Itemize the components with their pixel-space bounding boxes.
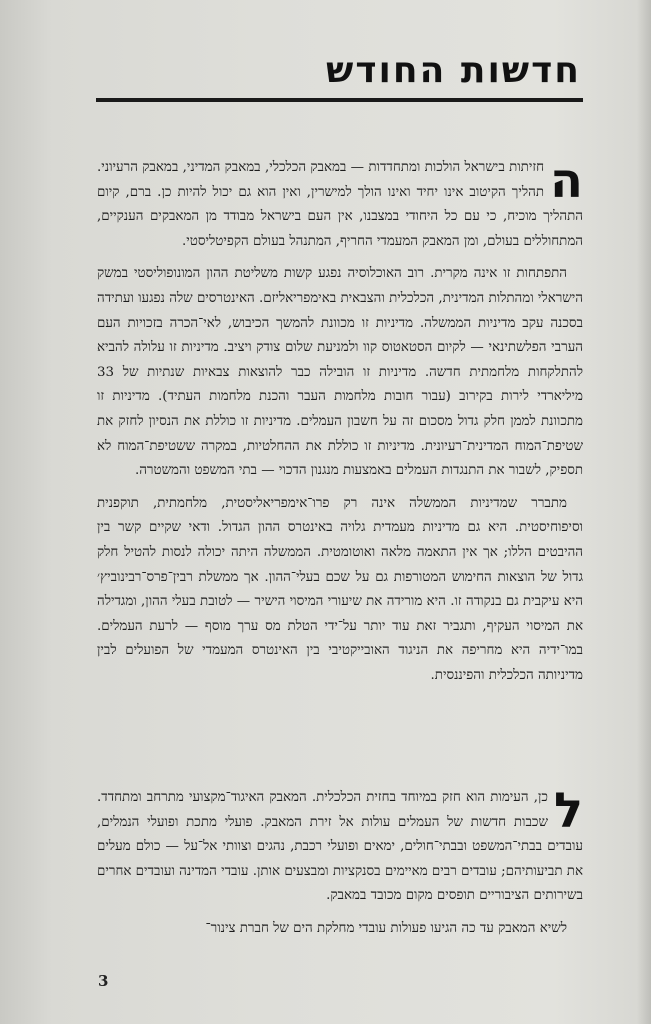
drop-cap-letter: ה: [550, 153, 583, 209]
article-section-2: [97, 783, 583, 950]
paragraph-3: מתברר שמדיניות הממשלה אינה רק פרו־אימפריאליסטית, מלחמתית, תוקפנית וסיפוחיסטית. היא גם מדיניות מעמדית גלויה באינטרס ההון הגדול. ודאי שקיים קשר בין ההיבטים הללו; אך אין התאמה מלאה ואוטומטית. הממשלה היתה יכולה לנסות להטיל חלק גדול של הוצאות החימוש המטורפות גם על שכם בעלי־ההון. אך ממשלת רבין־פרס־רבינוביץ׳ היא עיקבית גם בנקודה זו. היא מורידה את שיעורי המיסוי הישיר — לטובת בעלי ההון, ומגדילה את המיסוי העקיף, ותגביר זאת עוד יותר על־ידי הטלת מס ערך מוסף — לרעת העמלים. במו־ידיה היא מחריפה את הניגוד האובייקטיבי בין האינטרס המעמדי של הפועלים לבין מדיניותה הכלכלית והפיננסית.: [97, 495, 583, 683]
paragraph-2: התפתחות זו אינה מקרית. רוב האוכלוסיה נפגע קשות משליטת ההון המונופוליסטי במשק הישראלי ומהתלות המדינית, הכלכלית והצבאית באימפריאליזם. האינטרסים שלה נפגעו ועתידה בסכנה עקב מדיניות הממשלה. מדיניות זו מכוונת להמשך הכיבוש, לאי־הכרה בזכויות העם הערבי הפלשתינאי — לקיום הסטאטוס קוו ולמניעת שלום צודק ויציב. מדיניות זו עלולה להביא להתלקחות מלחמתית חדשה. מדיניות זו הובילה כבר להוצאות צבאיות שנתיות של 33 מיליארדי לירות בקירוב (עבור חובות מלחמות העבר והכנת מלחמות העתיד). מדיניות זו מתכוונת לממן חלק גדול מסכום זה על חשבון העמלים. מדיניות זו כוללת את הנסיון לחזק את שטיפת־המוח המדינית־רעיונית. מדיניות זו כוללת את ההחלטיות, במקרה ששטיפת־המוח לא תספיק, לשבור את התנגדות העמלים באמצעות מנגנון הדכוי — בתי המשפט והמשטרה.: [97, 266, 583, 479]
paragraph-5: לשיא המאבק עד כה הגיעו פעולות עובדי מחלקת הים של חברת צינור־: [205, 920, 567, 936]
article-section-1: [97, 153, 583, 696]
paragraph-1-text: חזיתות בישראל הולכות ומתחדדות — במאבק הכלכלי, במאבק המדיני, במאבק הרעיוני. תהליך הקיטוב אינו יחיד ואינו הולך למישרין, ואין הוא גם יכול להיות כן. ברם, קיום התהליך מוכיח, כי עם כל היחודי במצבנו, אין העם בישראל מבודד מן המאבקים הענקיים, המתחוללים בעולם, ומן המאבק המעמדי החריף, המתנהל בעולם הקפיטליסטי.: [97, 160, 583, 249]
page-edge-shadow: [637, 0, 651, 1024]
page-title: חדשות החודש: [326, 50, 581, 91]
title-rule: [96, 98, 583, 102]
drop-cap-letter: ל: [553, 783, 583, 839]
page-number: 3: [98, 972, 109, 990]
paragraph-4-text: כן, העימות הוא חזק במיוחד בחזית הכלכלית. המאבק האיגוד־מקצועי מתרחב ומתחדד. שכבות חדשות של העמלים עולות אל זירת המאבק. פועלי מתכת ופועלי הנמלים, עובדים בבתי־המשפט ובבתי־חולים, ימאים ופועלי רכבת, נהגים וצוותי אל־על — כולם מעלים את תביעותיהם; עובדים רבים מאיימים בסנקציות ומבצעים אותן. עובדי המדינה ועובדים אחרים בשירותים הציבוריים תופסים מקום מכובד במאבק.: [97, 790, 583, 904]
paragraph-1: [97, 153, 583, 254]
paragraph-4: [97, 783, 583, 909]
